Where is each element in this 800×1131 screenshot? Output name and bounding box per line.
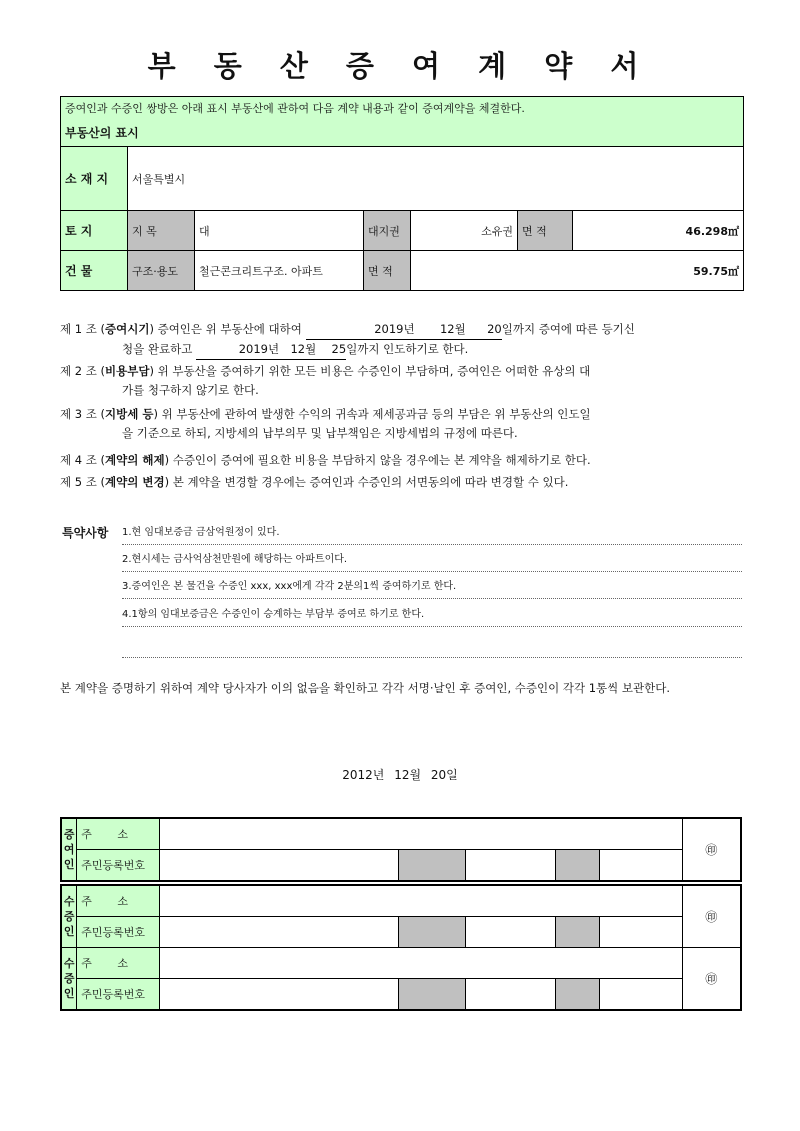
- donee-1-address-field[interactable]: [159, 885, 682, 917]
- clause-1-year-unit-2: 년: [268, 340, 279, 360]
- clause-4-title: 계약의 해제: [105, 453, 165, 467]
- clause-1: [60, 320, 750, 360]
- closing-statement: 본 계약을 증명하기 위하여 계약 당사자가 이의 없음을 확인하고 각각 서명·날인 후 증여인, 수증인이 각각 1통씩 보관한다.: [60, 681, 670, 695]
- donee-1-id-label: 주민등록번호: [77, 917, 160, 948]
- donee-1-field-2[interactable]: [465, 917, 556, 948]
- document-title: 부 동 산 증 여 계 약 서: [147, 49, 653, 83]
- clause-1-text: ) 증여인은 위 부동산에 대하여: [149, 322, 302, 336]
- donee-1-seal: ㊞: [682, 885, 741, 948]
- clause-3-text: ) 위 부동산에 관하여 발생한 수익의 귀속과 제세공과금 등의 부담은 위 부동산의 인도일: [153, 407, 591, 421]
- special-item-5: [122, 635, 742, 658]
- location-label: 소 재 지: [61, 147, 128, 211]
- donee-2-id-label: 주민등록번호: [77, 979, 160, 1011]
- clause-1-day-1: 20: [466, 320, 502, 340]
- building-area-label: 면 적: [364, 251, 411, 291]
- donee-2-gray-cell-2: [556, 979, 600, 1011]
- clause-3-text-2: 을 기준으로 하되, 지방세의 납부의무 및 납부책임은 지방세법의 규정에 따른다.: [122, 426, 518, 440]
- donee-1-address-label: 주 소: [77, 885, 160, 917]
- intro-text: 증여인과 수증인 쌍방은 아래 표시 부동산에 관하여 다음 계약 내용과 같이 증여계약을 체결한다.: [61, 97, 744, 119]
- clause-4-text: ) 수증인이 증여에 필요한 비용을 부담하지 않을 경우에는 본 계약을 해제하기로 한다.: [164, 453, 591, 467]
- clause-1-month-2: 12: [279, 340, 305, 360]
- property-table: [60, 96, 744, 291]
- location-value: 서울특별시: [128, 147, 744, 211]
- clause-1-month-1: 12: [415, 320, 455, 340]
- donor-field-2[interactable]: [465, 850, 556, 882]
- donee-2-seal: ㊞: [682, 948, 741, 1011]
- donor-field-3[interactable]: [600, 850, 683, 882]
- clause-1-prefix: 제 1 조 (: [60, 322, 105, 336]
- clause-1-text-c: 청을 완료하고: [122, 342, 193, 356]
- donee-1-label: 수 증 인: [61, 885, 77, 948]
- clause-3-title: 지방세 등: [105, 407, 154, 421]
- donee-2-label: 수 증 인: [61, 948, 77, 1011]
- special-item-4: 4.1항의 임대보증금은 수증인이 승계하는 부담부 증여로 하기로 한다.: [122, 604, 742, 627]
- clause-1-year-1: 2019: [306, 320, 404, 340]
- building-label: 건 물: [61, 251, 128, 291]
- land-area-value: 46.298㎡: [573, 211, 744, 251]
- donor-seal: ㊞: [682, 818, 741, 881]
- clause-2-prefix: 제 2 조 (: [60, 364, 105, 378]
- donor-label: 증 여 인: [61, 818, 77, 881]
- donee-2-field-2[interactable]: [465, 979, 556, 1011]
- clause-5-title: 계약의 변경: [105, 475, 165, 489]
- donee-table: [60, 884, 742, 1011]
- clause-1-year-2: 2019: [196, 340, 268, 360]
- donee-1-field-3[interactable]: [600, 917, 683, 948]
- donor-table: [60, 817, 742, 882]
- clause-1-month-unit: 월: [455, 320, 466, 340]
- clause-3-prefix: 제 3 조 (: [60, 407, 105, 421]
- land-category-label: 지 목: [128, 211, 195, 251]
- contract-date: 2012년 12월 20일: [342, 768, 458, 782]
- donee-2-address-label: 주 소: [77, 948, 160, 979]
- special-item-1: 1.현 임대보증금 금삼억원정이 있다.: [122, 522, 742, 545]
- clause-2-text: ) 위 부동산을 증여하기 위한 모든 비용은 수증인이 부담하며, 증여인은 어떠한 유상의 대: [149, 364, 591, 378]
- donor-gray-cell-1: [399, 850, 465, 882]
- donee-2-gray-cell-1: [399, 979, 465, 1011]
- clause-2: [60, 362, 750, 400]
- clause-5-prefix: 제 5 조 (: [60, 475, 105, 489]
- clause-1-text-b: 일까지 증여에 따른 등기신: [501, 322, 635, 336]
- clause-5: [60, 473, 750, 492]
- building-use-label: 구조·용도: [128, 251, 195, 291]
- clause-5-text: ) 본 계약을 변경할 경우에는 증여인과 수증인의 서면동의에 따라 변경할 수 있다.: [164, 475, 569, 489]
- building-area-value: 59.75㎡: [411, 251, 744, 291]
- donee-1-gray-cell-1: [399, 917, 465, 948]
- land-category-value: 대: [195, 211, 364, 251]
- clause-4: [60, 451, 750, 470]
- donee-1-id-field[interactable]: [159, 917, 399, 948]
- donor-address-field[interactable]: [159, 818, 682, 850]
- land-area-label: 면 적: [518, 211, 573, 251]
- section-label: 부동산의 표시: [61, 119, 744, 147]
- clause-1-month-unit-2: 월: [305, 340, 316, 360]
- special-item-2: 2.현시세는 금사억삼천만원에 해당하는 아파트이다.: [122, 549, 742, 572]
- clause-3: [60, 405, 750, 443]
- donor-id-field[interactable]: [159, 850, 399, 882]
- clause-1-title: 증여시기: [105, 322, 150, 336]
- donor-address-label: 주 소: [77, 818, 160, 850]
- land-label: 토 지: [61, 211, 128, 251]
- building-use-value: 철근콘크리트구조. 아파트: [195, 251, 364, 291]
- donor-id-label: 주민등록번호: [77, 850, 160, 882]
- donee-2-address-field[interactable]: [159, 948, 682, 979]
- clause-2-title: 비용부담: [105, 364, 150, 378]
- clause-2-text-2: 가를 청구하지 않기로 한다.: [122, 383, 259, 397]
- special-terms-label: 특약사항: [62, 526, 109, 540]
- clause-1-text-d: 일까지 인도하기로 한다.: [346, 342, 469, 356]
- clause-4-prefix: 제 4 조 (: [60, 453, 105, 467]
- clause-1-day-2: 25: [316, 340, 346, 360]
- donee-1-gray-cell-2: [556, 917, 600, 948]
- land-right-label: 대지권: [364, 211, 411, 251]
- clause-1-year-unit: 년: [404, 320, 415, 340]
- donee-2-id-field[interactable]: [159, 979, 399, 1011]
- special-item-3: 3.증여인은 본 물건을 수증인 xxx, xxx에게 각각 2분의1씩 증여하기로 한다.: [122, 576, 742, 599]
- land-ownership-label: 소유권: [411, 211, 518, 251]
- donee-2-field-3[interactable]: [600, 979, 683, 1011]
- donor-gray-cell-2: [556, 850, 600, 882]
